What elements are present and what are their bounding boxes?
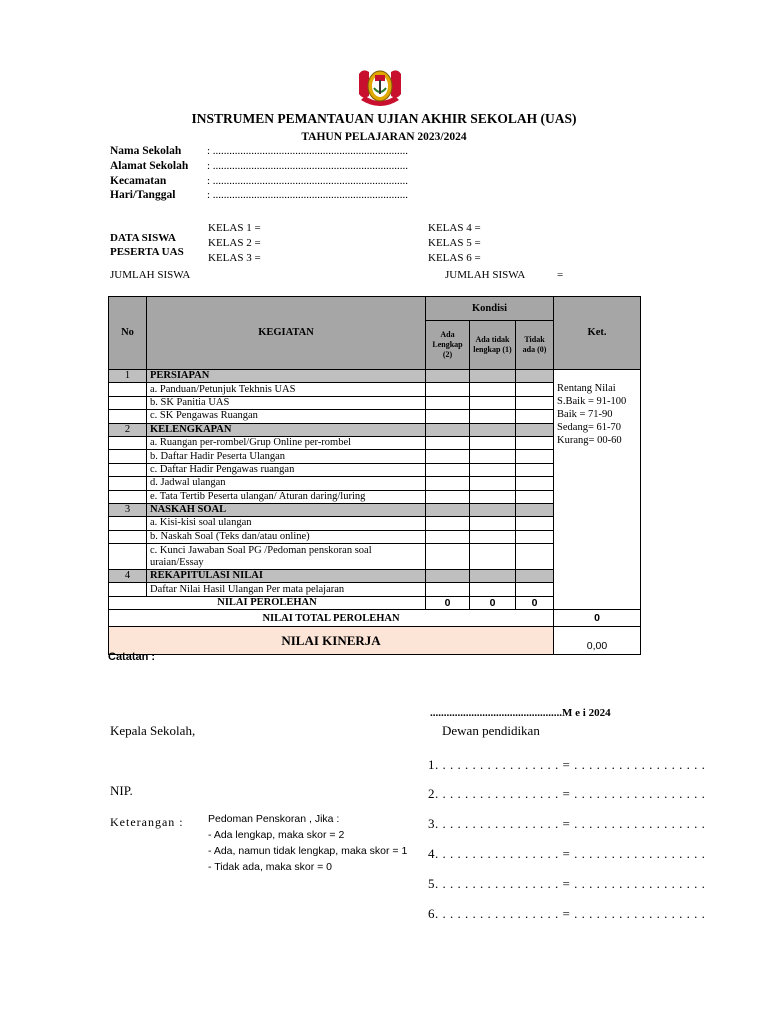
check-cell[interactable]	[516, 490, 554, 503]
check-cell[interactable]	[470, 450, 516, 463]
check-cell[interactable]	[426, 503, 470, 516]
check-cell[interactable]	[516, 463, 554, 476]
pedoman-title: Pedoman Penskoran , Jika :	[208, 813, 340, 825]
col-tidak-ada-header: Tidak ada (0)	[516, 321, 554, 370]
nilai-perolehan-ada-tidak: 0	[470, 596, 516, 609]
kecamatan-field: : .......................................................................	[207, 175, 409, 187]
check-cell[interactable]	[516, 410, 554, 423]
check-cell[interactable]	[470, 436, 516, 449]
check-cell[interactable]	[470, 423, 516, 436]
item-label: c. Kunci Jawaban Soal PG /Pedoman penskoran soal uraian/Essay	[147, 544, 426, 570]
check-cell[interactable]	[470, 583, 516, 596]
signature-line-2: 2. . . . . . . . . . . . . . . . . = . . . . . . . . . . . . . . . . . .	[428, 786, 706, 801]
summary-table	[108, 609, 641, 655]
kelas-3: KELAS 3 =	[208, 252, 261, 264]
school-emblem-logo	[355, 66, 405, 110]
nilai-kinerja-label: NILAI KINERJA	[109, 627, 554, 655]
item-label: b. Naskah Soal (Teks dan/atau online)	[147, 530, 426, 543]
nip-label: NIP.	[110, 783, 133, 798]
jumlah-siswa-equals: =	[557, 269, 564, 281]
item-label: d. Jadwal ulangan	[147, 477, 426, 490]
item-label: a. Panduan/Petunjuk Tekhnis UAS	[147, 383, 426, 396]
section-number: 1	[109, 370, 147, 383]
check-cell[interactable]	[426, 530, 470, 543]
check-cell[interactable]	[516, 423, 554, 436]
check-cell[interactable]	[470, 477, 516, 490]
keterangan-rentang-nilai: Rentang Nilai S.Baik = 91-100 Baik = 71-90 Sedang= 61-70 Kurang= 00-60	[554, 370, 641, 610]
item-label: a. Ruangan per-rombel/Grup Online per-rombel	[147, 436, 426, 449]
check-cell[interactable]	[426, 410, 470, 423]
check-cell[interactable]	[516, 530, 554, 543]
pedoman-item: - Tidak ada, maka skor = 0	[208, 861, 333, 873]
item-label: b. Daftar Hadir Peserta Ulangan	[147, 450, 426, 463]
check-cell[interactable]	[426, 463, 470, 476]
check-cell[interactable]	[426, 396, 470, 409]
nama-sekolah-label: Nama Sekolah	[110, 145, 182, 157]
check-cell[interactable]	[516, 477, 554, 490]
col-kegiatan-header: KEGIATAN	[147, 297, 426, 370]
col-kondisi-header: Kondisi	[426, 297, 554, 321]
hari-tanggal-label: Hari/Tanggal	[110, 189, 176, 201]
signature-line-1: 1. . . . . . . . . . . . . . . . . = . . . . . . . . . . . . . . . . . .	[428, 757, 706, 772]
item-label: c. Daftar Hadir Pengawas ruangan	[147, 463, 426, 476]
item-label: e. Tata Tertib Peserta ulangan/ Aturan daring/luring	[147, 490, 426, 503]
kelas-4: KELAS 4 =	[428, 222, 481, 234]
signature-line-5: 5. . . . . . . . . . . . . . . . . = . . . . . . . . . . . . . . . . . .	[428, 876, 706, 891]
data-siswa-label: DATA SISWA	[110, 232, 176, 244]
check-cell[interactable]	[426, 423, 470, 436]
check-cell[interactable]	[470, 463, 516, 476]
check-cell[interactable]	[516, 436, 554, 449]
section-title-rekapitulasi: REKAPITULASI NILAI	[147, 570, 426, 583]
alamat-sekolah-label: Alamat Sekolah	[110, 160, 189, 172]
check-cell[interactable]	[470, 530, 516, 543]
kecamatan-label: Kecamatan	[110, 175, 167, 187]
document-title: INSTRUMEN PEMANTAUAN UJIAN AKHIR SEKOLAH (UAS)	[191, 111, 577, 126]
check-cell[interactable]	[516, 370, 554, 383]
signature-date: ................................................M e i 2024	[430, 707, 611, 719]
hari-tanggal-field: : .......................................................................	[207, 189, 409, 201]
monitoring-table	[108, 296, 641, 610]
item-label: b. SK Panitia UAS	[147, 396, 426, 409]
check-cell[interactable]	[470, 383, 516, 396]
check-cell[interactable]	[470, 503, 516, 516]
col-ket-header: Ket.	[554, 297, 641, 370]
catatan-label: Catatan :	[108, 651, 156, 663]
section-title-naskah-soal: NASKAH SOAL	[147, 503, 426, 516]
section-number: 4	[109, 570, 147, 583]
check-cell[interactable]	[516, 450, 554, 463]
kelas-6: KELAS 6 =	[428, 252, 481, 264]
pedoman-item: - Ada lengkap, maka skor = 2	[208, 829, 345, 841]
item-label: a. Kisi-kisi soal ulangan	[147, 517, 426, 530]
check-cell[interactable]	[426, 370, 470, 383]
check-cell[interactable]	[426, 490, 470, 503]
check-cell[interactable]	[426, 383, 470, 396]
section-title-kelengkapan: KELENGKAPAN	[147, 423, 426, 436]
kelas-1: KELAS 1 =	[208, 222, 261, 234]
check-cell[interactable]	[426, 477, 470, 490]
signature-line-3: 3. . . . . . . . . . . . . . . . . = . . . . . . . . . . . . . . . . . .	[428, 816, 706, 831]
section-number: 2	[109, 423, 147, 436]
nama-sekolah-field: : .......................................................................	[207, 145, 409, 157]
nilai-kinerja-value: 0,00	[554, 627, 641, 655]
check-cell[interactable]	[470, 490, 516, 503]
signature-line-4: 4. . . . . . . . . . . . . . . . . = . . . . . . . . . . . . . . . . . .	[428, 846, 706, 861]
check-cell[interactable]	[516, 396, 554, 409]
check-cell[interactable]	[470, 544, 516, 570]
check-cell[interactable]	[470, 370, 516, 383]
item-label: Daftar Nilai Hasil Ulangan Per mata pelajaran	[147, 583, 426, 596]
alamat-sekolah-field: : .......................................................................	[207, 160, 409, 172]
check-cell[interactable]	[470, 517, 516, 530]
pedoman-item: - Ada, namun tidak lengkap, maka skor = 1	[208, 845, 408, 857]
document-subtitle: TAHUN PELAJARAN 2023/2024	[301, 131, 467, 143]
dewan-pendidikan-label: Dewan pendidikan	[442, 723, 540, 738]
item-label: c. SK Pengawas Ruangan	[147, 410, 426, 423]
nilai-total-label: NILAI TOTAL PEROLEHAN	[109, 610, 554, 627]
check-cell[interactable]	[516, 544, 554, 570]
peserta-uas-label: PESERTA UAS	[110, 246, 184, 258]
keterangan-label: Keterangan :	[110, 815, 184, 829]
check-cell[interactable]	[516, 517, 554, 530]
section-number: 3	[109, 503, 147, 516]
nilai-perolehan-label: NILAI PEROLEHAN	[109, 596, 426, 609]
jumlah-siswa-right: JUMLAH SISWA	[445, 269, 526, 281]
kelas-5: KELAS 5 =	[428, 237, 481, 249]
signature-line-6: 6. . . . . . . . . . . . . . . . . = . . . . . . . . . . . . . . . . . .	[428, 906, 706, 921]
check-cell[interactable]	[516, 583, 554, 596]
kepala-sekolah-label: Kepala Sekolah,	[110, 723, 196, 738]
check-cell[interactable]	[426, 544, 470, 570]
check-cell[interactable]	[470, 410, 516, 423]
check-cell[interactable]	[426, 450, 470, 463]
nilai-perolehan-ada: 0	[426, 596, 470, 609]
check-cell[interactable]	[426, 570, 470, 583]
nilai-perolehan-tidak: 0	[516, 596, 554, 609]
check-cell[interactable]	[426, 517, 470, 530]
col-no-header: No	[109, 297, 147, 370]
check-cell[interactable]	[426, 583, 470, 596]
kelas-2: KELAS 2 =	[208, 237, 261, 249]
check-cell[interactable]	[516, 570, 554, 583]
jumlah-siswa-left: JUMLAH SISWA	[110, 269, 191, 281]
nilai-total-value: 0	[554, 610, 641, 627]
check-cell[interactable]	[516, 383, 554, 396]
check-cell[interactable]	[470, 570, 516, 583]
check-cell[interactable]	[470, 396, 516, 409]
col-ada-lengkap-header: Ada Lengkap (2)	[426, 321, 470, 370]
check-cell[interactable]	[516, 503, 554, 516]
col-ada-tidak-lengkap-header: Ada tidak lengkap (1)	[470, 321, 516, 370]
section-title-persiapan: PERSIAPAN	[147, 370, 426, 383]
check-cell[interactable]	[426, 436, 470, 449]
